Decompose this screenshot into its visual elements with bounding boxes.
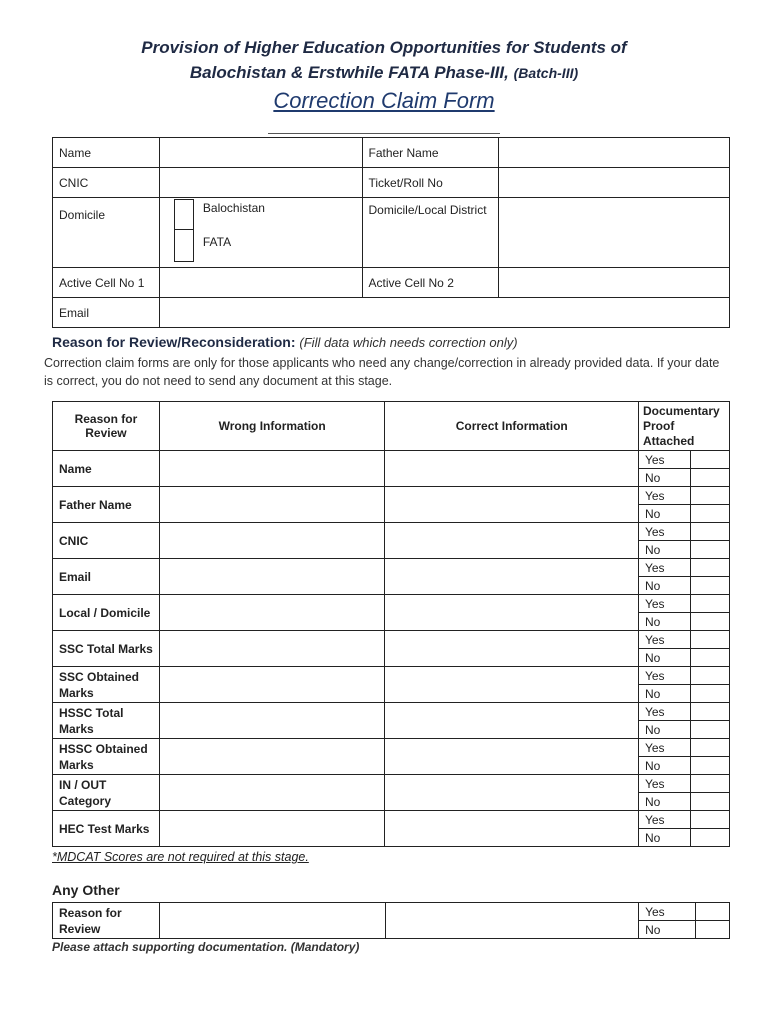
claim-no-label: No bbox=[638, 829, 690, 847]
correction-table bbox=[52, 401, 730, 847]
claim-no-box[interactable] bbox=[690, 577, 729, 595]
claim-yes-box[interactable] bbox=[690, 811, 729, 829]
review-heading-note: (Fill data which needs correction only) bbox=[299, 335, 518, 350]
col-reason: Reason for Review bbox=[53, 402, 160, 451]
district-field[interactable] bbox=[499, 198, 730, 268]
domicile-checkbox[interactable] bbox=[174, 199, 194, 262]
claim-row bbox=[53, 811, 730, 829]
claim-no-label: No bbox=[638, 541, 690, 559]
claim-row bbox=[53, 703, 730, 721]
attach-note: Please attach supporting documentation. (Mandatory) bbox=[52, 940, 360, 954]
ticket-label: Ticket/Roll No bbox=[362, 168, 499, 198]
claim-no-label: No bbox=[638, 685, 690, 703]
claim-no-box[interactable] bbox=[690, 721, 729, 739]
claim-no-label: No bbox=[638, 757, 690, 775]
name-field[interactable] bbox=[159, 138, 362, 168]
ticket-field[interactable] bbox=[499, 168, 730, 198]
review-heading-text: Reason for Review/Reconsideration: bbox=[52, 334, 296, 350]
claim-correct-field[interactable] bbox=[385, 523, 639, 559]
other-correct-field[interactable] bbox=[385, 903, 639, 939]
claim-no-box[interactable] bbox=[690, 613, 729, 631]
claim-wrong-field[interactable] bbox=[159, 775, 385, 811]
claim-correct-field[interactable] bbox=[385, 775, 639, 811]
claim-wrong-field[interactable] bbox=[159, 811, 385, 847]
claim-yes-box[interactable] bbox=[690, 559, 729, 577]
claim-row bbox=[53, 559, 730, 577]
claim-row-label: HSSC Total Marks bbox=[53, 703, 160, 739]
col-proof: Documentary Proof Attached bbox=[638, 402, 729, 451]
claim-row bbox=[53, 487, 730, 505]
review-heading bbox=[52, 334, 518, 350]
claim-row bbox=[53, 631, 730, 649]
claim-no-box[interactable] bbox=[690, 829, 729, 847]
title-line-2 bbox=[0, 63, 768, 83]
title-line-1: Provision of Higher Education Opportunities for Students of bbox=[141, 38, 627, 57]
claim-row-label: HEC Test Marks bbox=[53, 811, 160, 847]
any-other-table bbox=[52, 902, 730, 939]
claim-no-label: No bbox=[638, 793, 690, 811]
claim-correct-field[interactable] bbox=[385, 631, 639, 667]
cell2-label: Active Cell No 2 bbox=[362, 268, 499, 298]
batch-label: (Batch-III) bbox=[513, 65, 579, 81]
claim-no-label: No bbox=[638, 469, 690, 487]
email-label: Email bbox=[53, 298, 160, 328]
claim-no-box[interactable] bbox=[690, 469, 729, 487]
title-line-2-main: Balochistan & Erstwhile FATA Phase-III, bbox=[189, 63, 509, 82]
claim-row bbox=[53, 523, 730, 541]
claim-no-label: No bbox=[638, 721, 690, 739]
claim-correct-field[interactable] bbox=[385, 559, 639, 595]
cell2-field[interactable] bbox=[499, 268, 730, 298]
claim-correct-field[interactable] bbox=[385, 739, 639, 775]
claim-wrong-field[interactable] bbox=[159, 667, 385, 703]
other-reason-label: Reason for Review bbox=[53, 903, 160, 939]
claim-correct-field[interactable] bbox=[385, 811, 639, 847]
claim-yes-box[interactable] bbox=[690, 595, 729, 613]
claim-row bbox=[53, 775, 730, 793]
claim-wrong-field[interactable] bbox=[159, 451, 385, 487]
claim-no-label: No bbox=[638, 649, 690, 667]
claim-row-label: Local / Domicile bbox=[53, 595, 160, 631]
claim-row bbox=[53, 451, 730, 469]
claim-row-label: CNIC bbox=[53, 523, 160, 559]
claim-row bbox=[53, 595, 730, 613]
claim-row-label: SSC Total Marks bbox=[53, 631, 160, 667]
domicile-option-fata: FATA bbox=[202, 235, 232, 249]
other-no-label: No bbox=[639, 921, 696, 939]
form-title: Correction Claim Form bbox=[273, 88, 495, 113]
claim-wrong-field[interactable] bbox=[159, 559, 385, 595]
claim-no-label: No bbox=[638, 577, 690, 595]
applicant-info-table bbox=[52, 137, 730, 328]
claim-no-box[interactable] bbox=[690, 757, 729, 775]
domicile-option-balochistan: Balochistan bbox=[202, 201, 265, 215]
claim-yes-label: Yes bbox=[638, 595, 690, 613]
claim-yes-label: Yes bbox=[638, 559, 690, 577]
claim-yes-label: Yes bbox=[638, 703, 690, 721]
claim-no-box[interactable] bbox=[690, 793, 729, 811]
claim-correct-field[interactable] bbox=[385, 667, 639, 703]
domicile-label: Domicile bbox=[53, 198, 160, 268]
father-name-label: Father Name bbox=[362, 138, 499, 168]
cnic-label: CNIC bbox=[53, 168, 160, 198]
claim-correct-field[interactable] bbox=[385, 703, 639, 739]
claim-row bbox=[53, 667, 730, 685]
domicile-options bbox=[159, 198, 362, 268]
other-wrong-field[interactable] bbox=[159, 903, 385, 939]
col-correct: Correct Information bbox=[385, 402, 639, 451]
claim-yes-label: Yes bbox=[638, 631, 690, 649]
claim-yes-box[interactable] bbox=[690, 523, 729, 541]
cnic-field[interactable] bbox=[159, 168, 362, 198]
claim-yes-label: Yes bbox=[638, 739, 690, 757]
email-field[interactable] bbox=[159, 298, 729, 328]
claim-no-box[interactable] bbox=[690, 685, 729, 703]
claim-row-label: SSC Obtained Marks bbox=[53, 667, 160, 703]
review-note: Correction claim forms are only for those applicants who need any change/correction in already provided data. If your date is correct, you do not need to send any document at this stage. bbox=[44, 356, 720, 388]
claim-wrong-field[interactable] bbox=[159, 739, 385, 775]
claim-wrong-field[interactable] bbox=[159, 487, 385, 523]
claim-correct-field[interactable] bbox=[385, 487, 639, 523]
other-no-box[interactable] bbox=[696, 921, 730, 939]
claim-yes-label: Yes bbox=[638, 523, 690, 541]
claim-no-box[interactable] bbox=[690, 541, 729, 559]
claim-yes-box[interactable] bbox=[690, 451, 729, 469]
district-label: Domicile/Local District bbox=[362, 198, 499, 268]
claim-yes-label: Yes bbox=[638, 775, 690, 793]
other-yes-label: Yes bbox=[639, 903, 696, 921]
claim-wrong-field[interactable] bbox=[159, 595, 385, 631]
claim-yes-label: Yes bbox=[638, 451, 690, 469]
father-name-field[interactable] bbox=[499, 138, 730, 168]
claim-yes-label: Yes bbox=[638, 667, 690, 685]
claim-yes-box[interactable] bbox=[690, 487, 729, 505]
name-label: Name bbox=[53, 138, 160, 168]
claim-no-label: No bbox=[638, 613, 690, 631]
claim-yes-box[interactable] bbox=[690, 775, 729, 793]
claim-no-label: No bbox=[638, 505, 690, 523]
claim-row-label: Father Name bbox=[53, 487, 160, 523]
claim-row-label: Email bbox=[53, 559, 160, 595]
claim-wrong-field[interactable] bbox=[159, 523, 385, 559]
claim-row-label: Name bbox=[53, 451, 160, 487]
claim-no-box[interactable] bbox=[690, 649, 729, 667]
col-wrong: Wrong Information bbox=[159, 402, 385, 451]
any-other-heading: Any Other bbox=[52, 882, 120, 898]
title-divider bbox=[268, 133, 500, 134]
claim-wrong-field[interactable] bbox=[159, 631, 385, 667]
claim-correct-field[interactable] bbox=[385, 451, 639, 487]
claim-yes-box[interactable] bbox=[690, 739, 729, 757]
mdcat-note: *MDCAT Scores are not required at this stage. bbox=[52, 850, 309, 864]
claim-yes-box[interactable] bbox=[690, 703, 729, 721]
claim-yes-label: Yes bbox=[638, 811, 690, 829]
other-yes-box[interactable] bbox=[696, 903, 730, 921]
claim-yes-label: Yes bbox=[638, 487, 690, 505]
claim-row-label: IN / OUT Category bbox=[53, 775, 160, 811]
claim-yes-box[interactable] bbox=[690, 667, 729, 685]
claim-row-label: HSSC Obtained Marks bbox=[53, 739, 160, 775]
claim-correct-field[interactable] bbox=[385, 595, 639, 631]
cell1-field[interactable] bbox=[159, 268, 362, 298]
claim-wrong-field[interactable] bbox=[159, 703, 385, 739]
claim-no-box[interactable] bbox=[690, 505, 729, 523]
claim-row bbox=[53, 739, 730, 757]
claim-yes-box[interactable] bbox=[690, 631, 729, 649]
cell1-label: Active Cell No 1 bbox=[53, 268, 160, 298]
